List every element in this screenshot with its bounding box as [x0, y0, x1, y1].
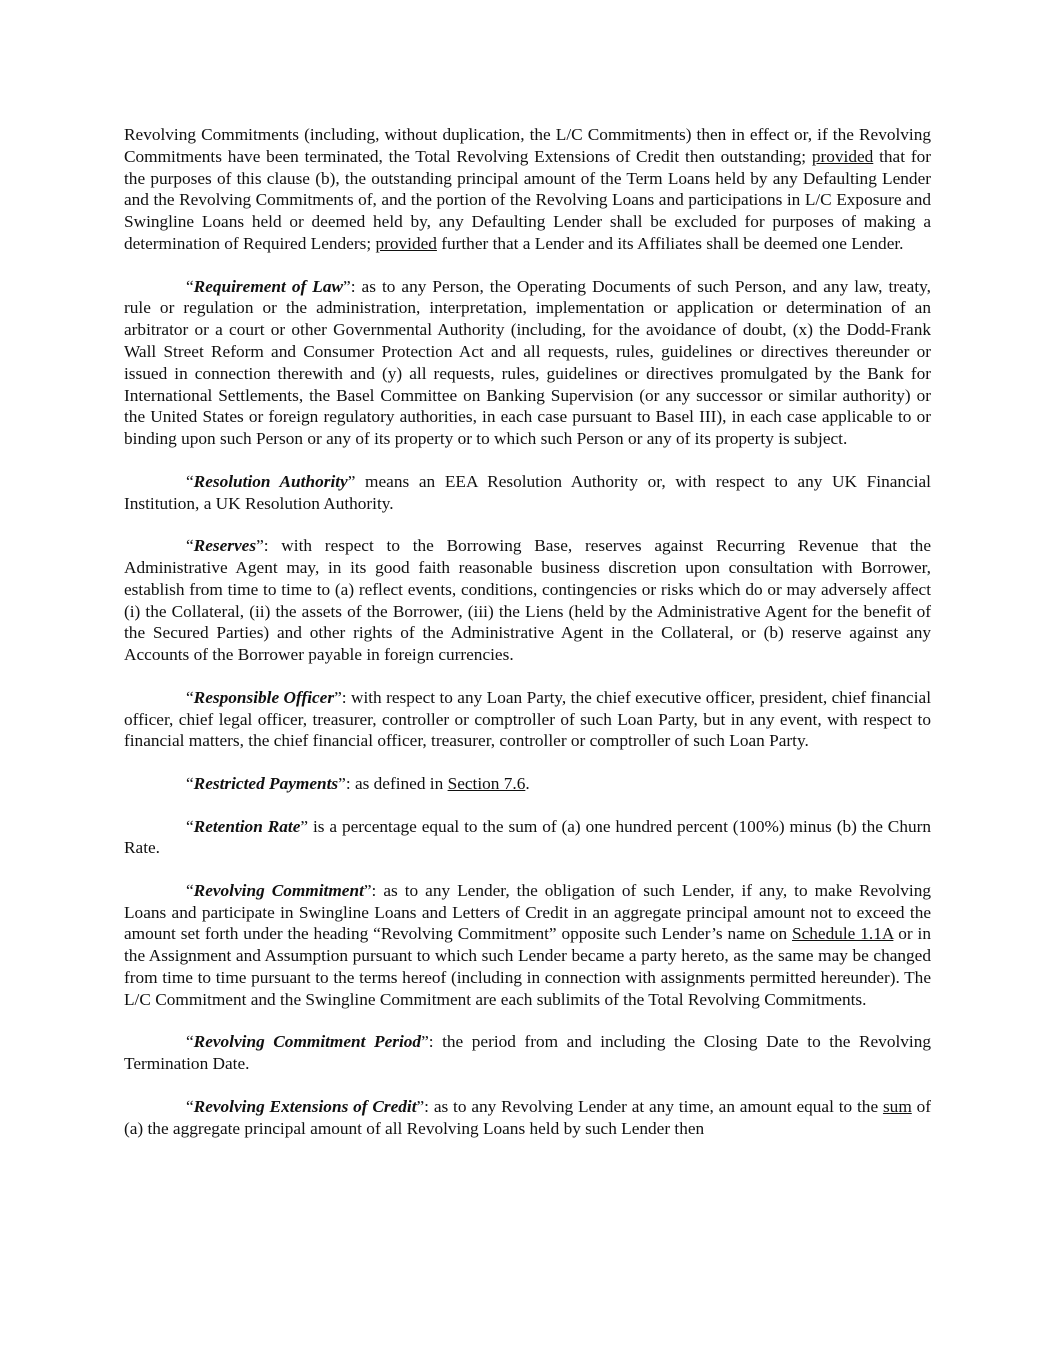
defined-term: Responsible Officer — [193, 687, 335, 707]
paragraph-text: ”: as defined in — [338, 773, 448, 793]
paragraph-text: ” means an EEA Resolution Authority or, with respect to any UK Financial Institution, a UK Resolution Authority. — [124, 471, 931, 513]
defined-term: Reserves — [193, 536, 257, 556]
definition-paragraph — [124, 124, 931, 255]
paragraph-text: “ — [186, 816, 194, 836]
underlined-reference: provided — [375, 233, 437, 253]
definition-paragraph — [124, 471, 931, 515]
paragraph-text: “ — [186, 471, 194, 491]
paragraph-text: “ — [186, 276, 194, 296]
paragraph-text: that for the purposes of this clause (b), the outstanding principal amount of the Term Loans held by any Defaulting Lender and the Revolving Commitments of, and the portion of the Revolving Loans and participations in L/C Exposure and Swingline Loans held or deemed held by, any Defaulting Lender shall be excluded for purposes of making a determination of Required Lenders; — [124, 146, 931, 253]
definition-paragraph — [124, 880, 931, 1011]
defined-term: Resolution Authority — [193, 471, 348, 491]
paragraph-text: ”: as to any Person, the Operating Documents of such Person, and any law, treaty, rule or regulation or the administration, interpretation, implementation or application or determination of an arbitrator or a court or other Governmental Authority (including, for the avoidance of doubt, (x) the Dodd-Frank Wall Street Reform and Consumer Protection Act and all requests, rules, guidelines or directives thereunder or issued in connection therewith and (y) all requests, rules, guidelines or directives promulgated by the Bank for International Settlements, the Basel Committee on Banking Supervision (or any successor or similar authority) or the United States or foreign regulatory authorities, in each case pursuant to Basel III), in each case applicable to or binding upon such Person or any of its property or to which such Person or any of its property is subject. — [124, 276, 931, 449]
paragraph-text: ”: as to any Lender, the obligation of such Lender, if any, to make Revolving Loans and participate in Swingline Loans and Letters of Credit in an aggregate principal amount not to exceed the amount set forth under the heading “Revolving Commitment” opposite such Lender’s name on — [124, 880, 932, 944]
definition-paragraph — [124, 535, 931, 666]
underlined-reference: sum — [882, 1096, 912, 1116]
defined-term: Requirement of Law — [193, 276, 344, 296]
paragraph-text: ” is a percentage equal to the sum of (a) one hundred percent (100%) minus (b) the Churn Rate. — [124, 816, 931, 858]
underlined-reference: Schedule 1.1A — [792, 924, 894, 944]
paragraph-text: “ — [186, 1096, 194, 1116]
underlined-reference: provided — [811, 146, 874, 166]
paragraph-text: “ — [186, 880, 194, 900]
paragraph-text: “ — [186, 1032, 194, 1052]
paragraph-text: Revolving Commitments (including, without duplication, the L/C Commitments) then in effect or, if the Revolving Commitments have been terminated, the Total Revolving Extensions of Credit then outstanding; — [124, 125, 931, 166]
paragraph-text: of (a) the aggregate principal amount of all Revolving Loans held by such Lender then — [124, 1096, 931, 1138]
defined-term: Revolving Commitment — [193, 880, 364, 900]
paragraph-text: ”: with respect to the Borrowing Base, reserves against Recurring Revenue that the Administrative Agent may, in its good faith reasonable business discretion upon consultation with Borrower, establish from time to time to (a) reflect events, conditions, contingencies or risks which do or may adversely affect (i) the Collateral, (ii) the assets of the Borrower, (iii) the Liens (held by the Administrative Agent for the benefit of the Secured Parties) and other rights of the Administrative Agent in the Collateral, or (b) reserve against any Accounts of the Borrower payable in foreign currencies. — [124, 536, 931, 665]
paragraph-text: further that a Lender and its Affiliates shall be deemed one Lender. — [436, 233, 904, 253]
definition-paragraph — [124, 1096, 931, 1140]
definition-paragraph — [124, 687, 931, 752]
definition-paragraph — [124, 773, 931, 795]
definition-paragraph — [124, 1031, 931, 1075]
defined-term: Restricted Payments — [193, 773, 339, 793]
paragraph-text: or in the Assignment and Assumption pursuant to which such Lender became a party hereto, as the same may be changed from time to time pursuant to the terms hereof (including in connection with assignments permitted hereunder). The L/C Commitment and the Swingline Commitment are each sublimits of the Total Revolving Commitments. — [124, 924, 931, 1009]
paragraph-text: “ — [186, 536, 194, 556]
definition-paragraph — [124, 816, 931, 860]
definition-paragraph — [124, 276, 931, 450]
defined-term: Revolving Extensions of Credit — [193, 1096, 417, 1116]
defined-term: Retention Rate — [193, 816, 301, 836]
paragraph-text: ”: with respect to any Loan Party, the chief executive officer, president, chief financial officer, chief legal officer, treasurer, controller or comptroller of such Loan Party, but in any event, with respect to financial matters, the chief financial officer, treasurer, controller or comptroller of such Loan Party. — [124, 687, 931, 751]
defined-term: Revolving Commitment Period — [193, 1032, 422, 1052]
paragraph-text: . — [525, 773, 530, 793]
underlined-reference: Section 7.6 — [447, 773, 526, 793]
document-page — [124, 124, 931, 1160]
paragraph-text: ”: as to any Revolving Lender at any time, an amount equal to the — [416, 1096, 883, 1116]
paragraph-text: ”: the period from and including the Closing Date to the Revolving Termination Date. — [124, 1032, 931, 1074]
paragraph-text: “ — [186, 687, 194, 707]
paragraph-text: “ — [186, 773, 194, 793]
